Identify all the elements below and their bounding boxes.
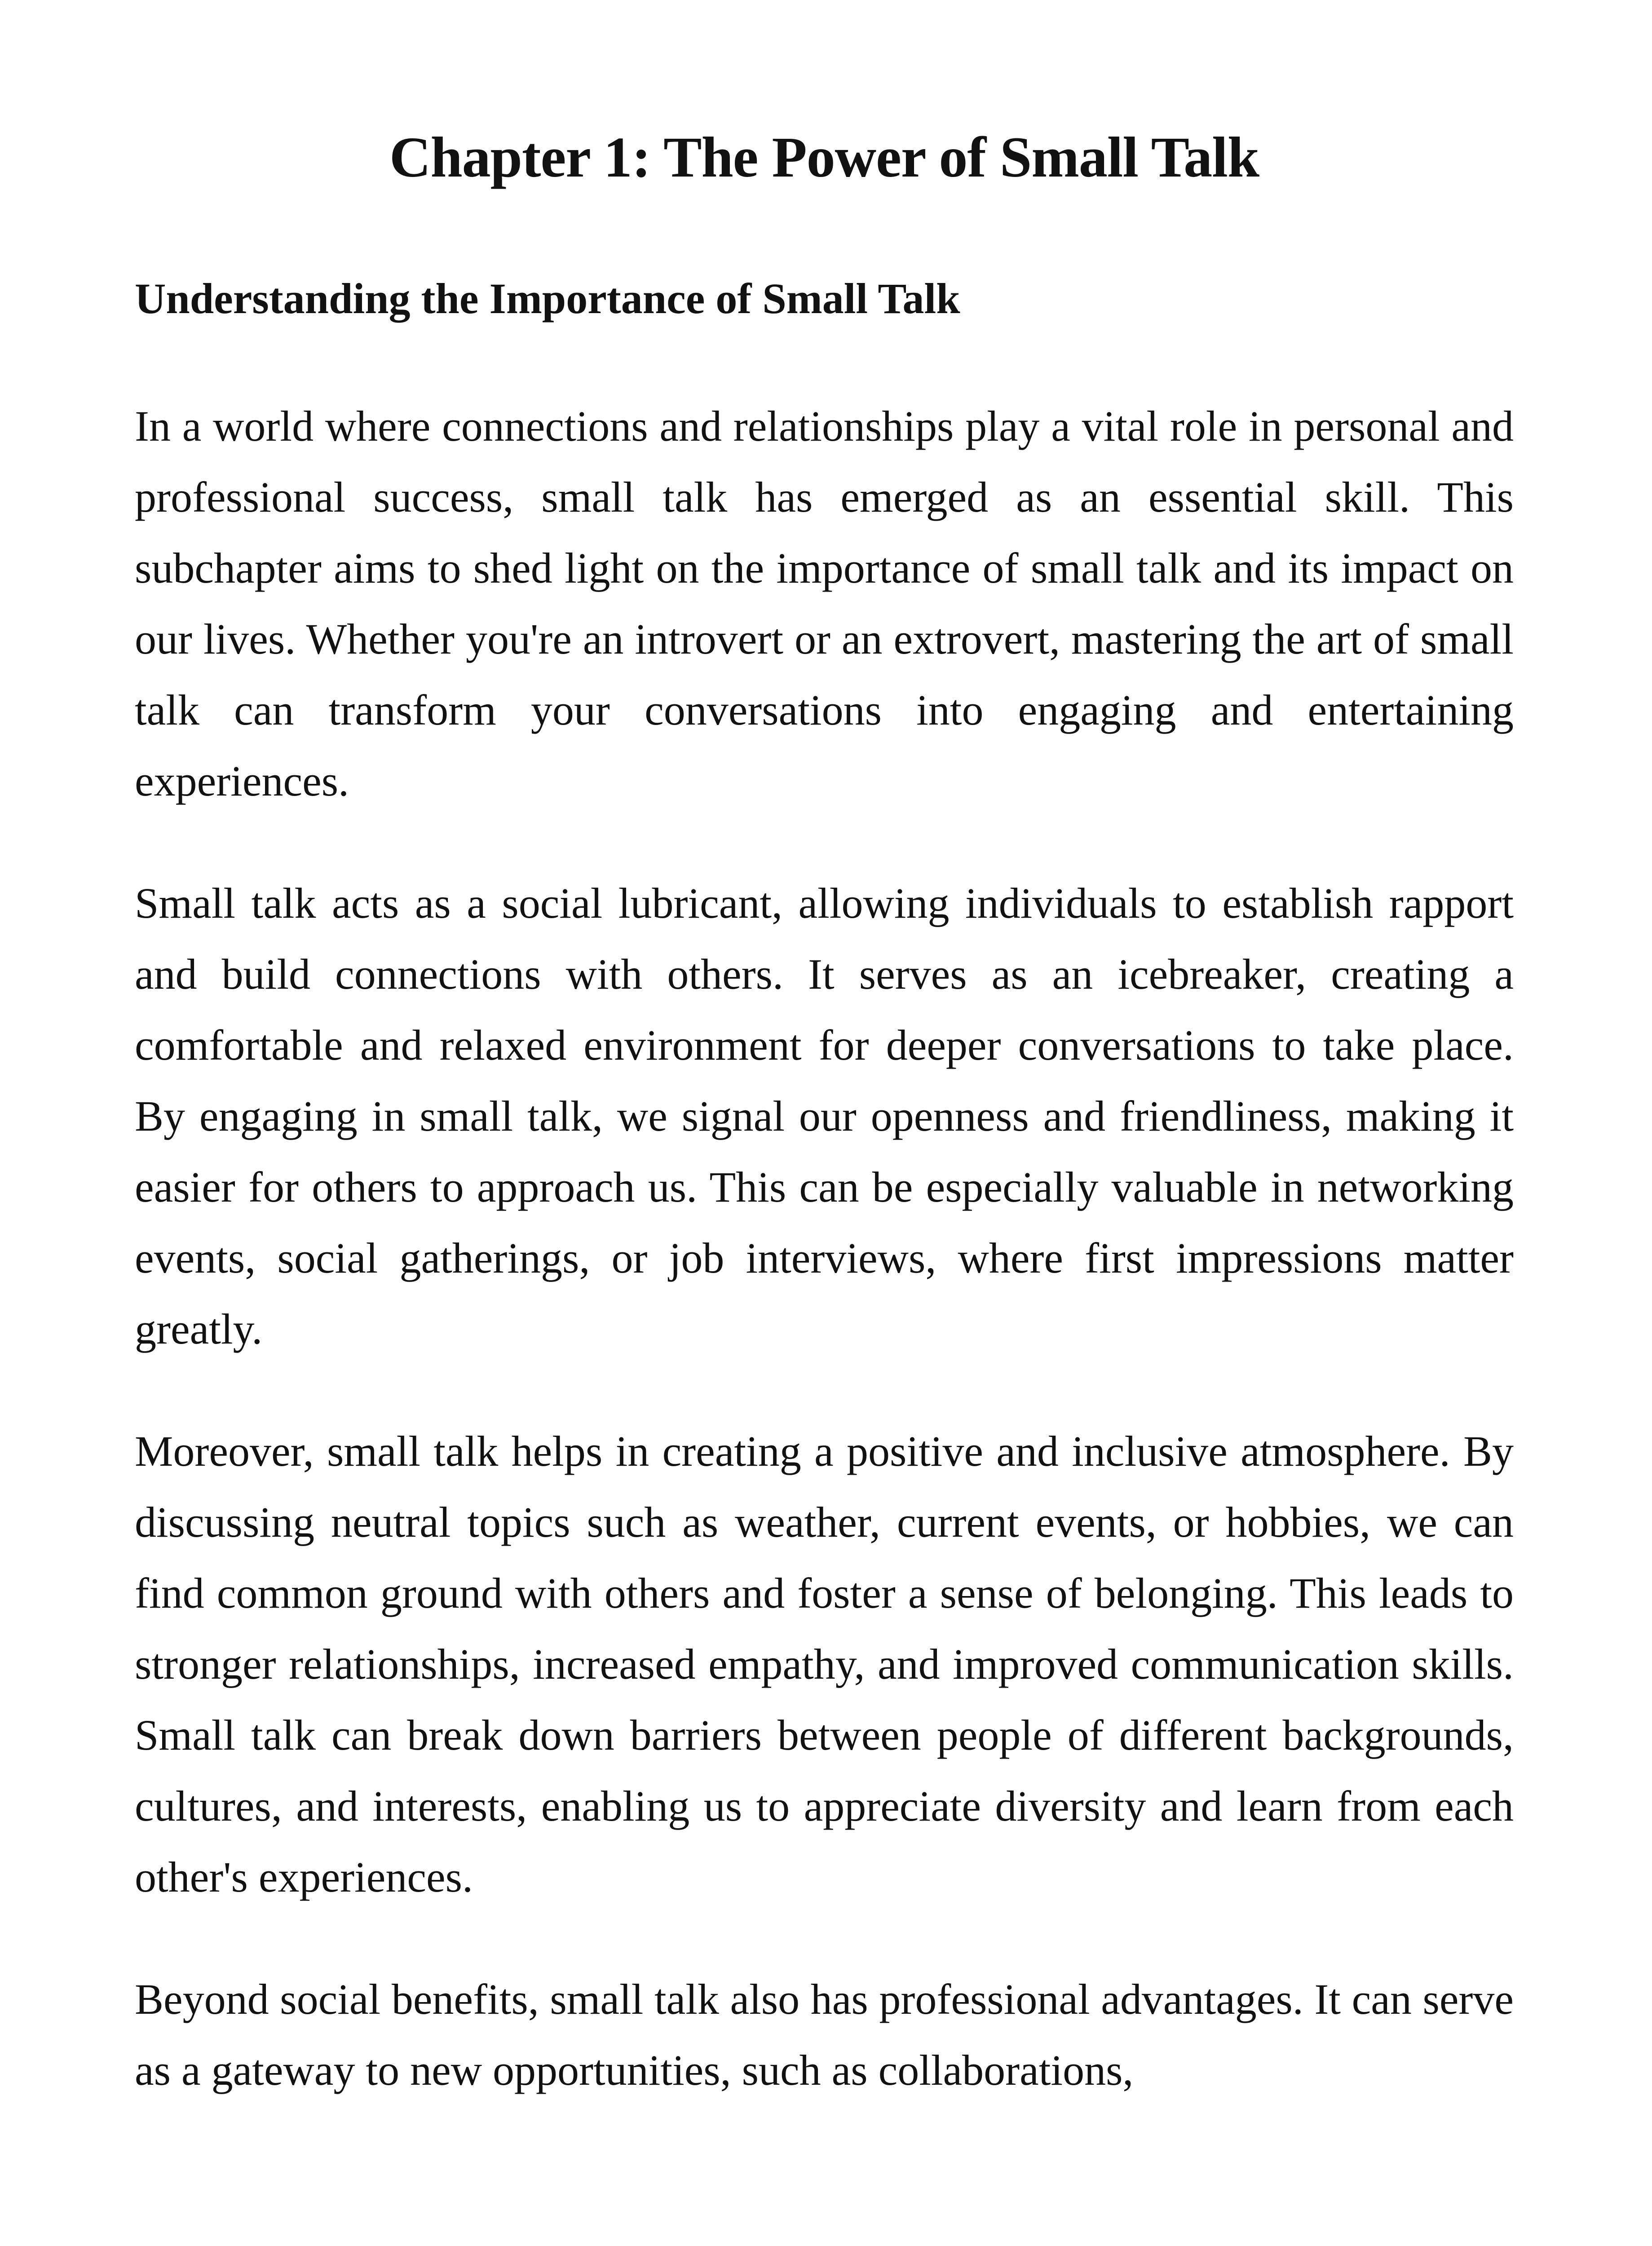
section-heading: Understanding the Importance of Small Talk <box>135 274 960 323</box>
paragraph: In a world where connections and relationships play a vital role in personal and professional success, small talk has emerged as an essential skill. This subchapter aims to shed light on the importance of small talk and its impact on our lives. Whether you're an introvert or an extrovert, mastering the art of small talk can transform your conversations into engaging and entertaining experiences. <box>135 402 1514 805</box>
paragraph: Beyond social benefits, small talk also has professional advantages. It can serve as a gateway to new opportunities, such as collaborations, <box>135 1975 1514 2094</box>
chapter-title: Chapter 1: The Power of Small Talk <box>389 125 1259 189</box>
paragraph: Moreover, small talk helps in creating a positive and inclusive atmosphere. By discussing neutral topics such as weather, current events, or hobbies, we can find common ground with others and foster a sense of belonging. This leads to stronger relationships, increased empathy, and improved communication skills. Small talk can break down barriers between people of different backgrounds, cultures, and interests, enabling us to appreciate diversity and learn from each other's experiences. <box>135 1427 1514 1901</box>
paragraph: Small talk acts as a social lubricant, allowing individuals to establish rapport and build connections with others. It serves as an icebreaker, creating a comfortable and relaxed environment for deeper conversations to take place. By engaging in small talk, we signal our openness and friendliness, making it easier for others to approach us. This can be especially valuable in networking events, social gatherings, or job interviews, where first impressions matter greatly. <box>135 879 1514 1353</box>
body-text <box>135 391 1514 2157</box>
